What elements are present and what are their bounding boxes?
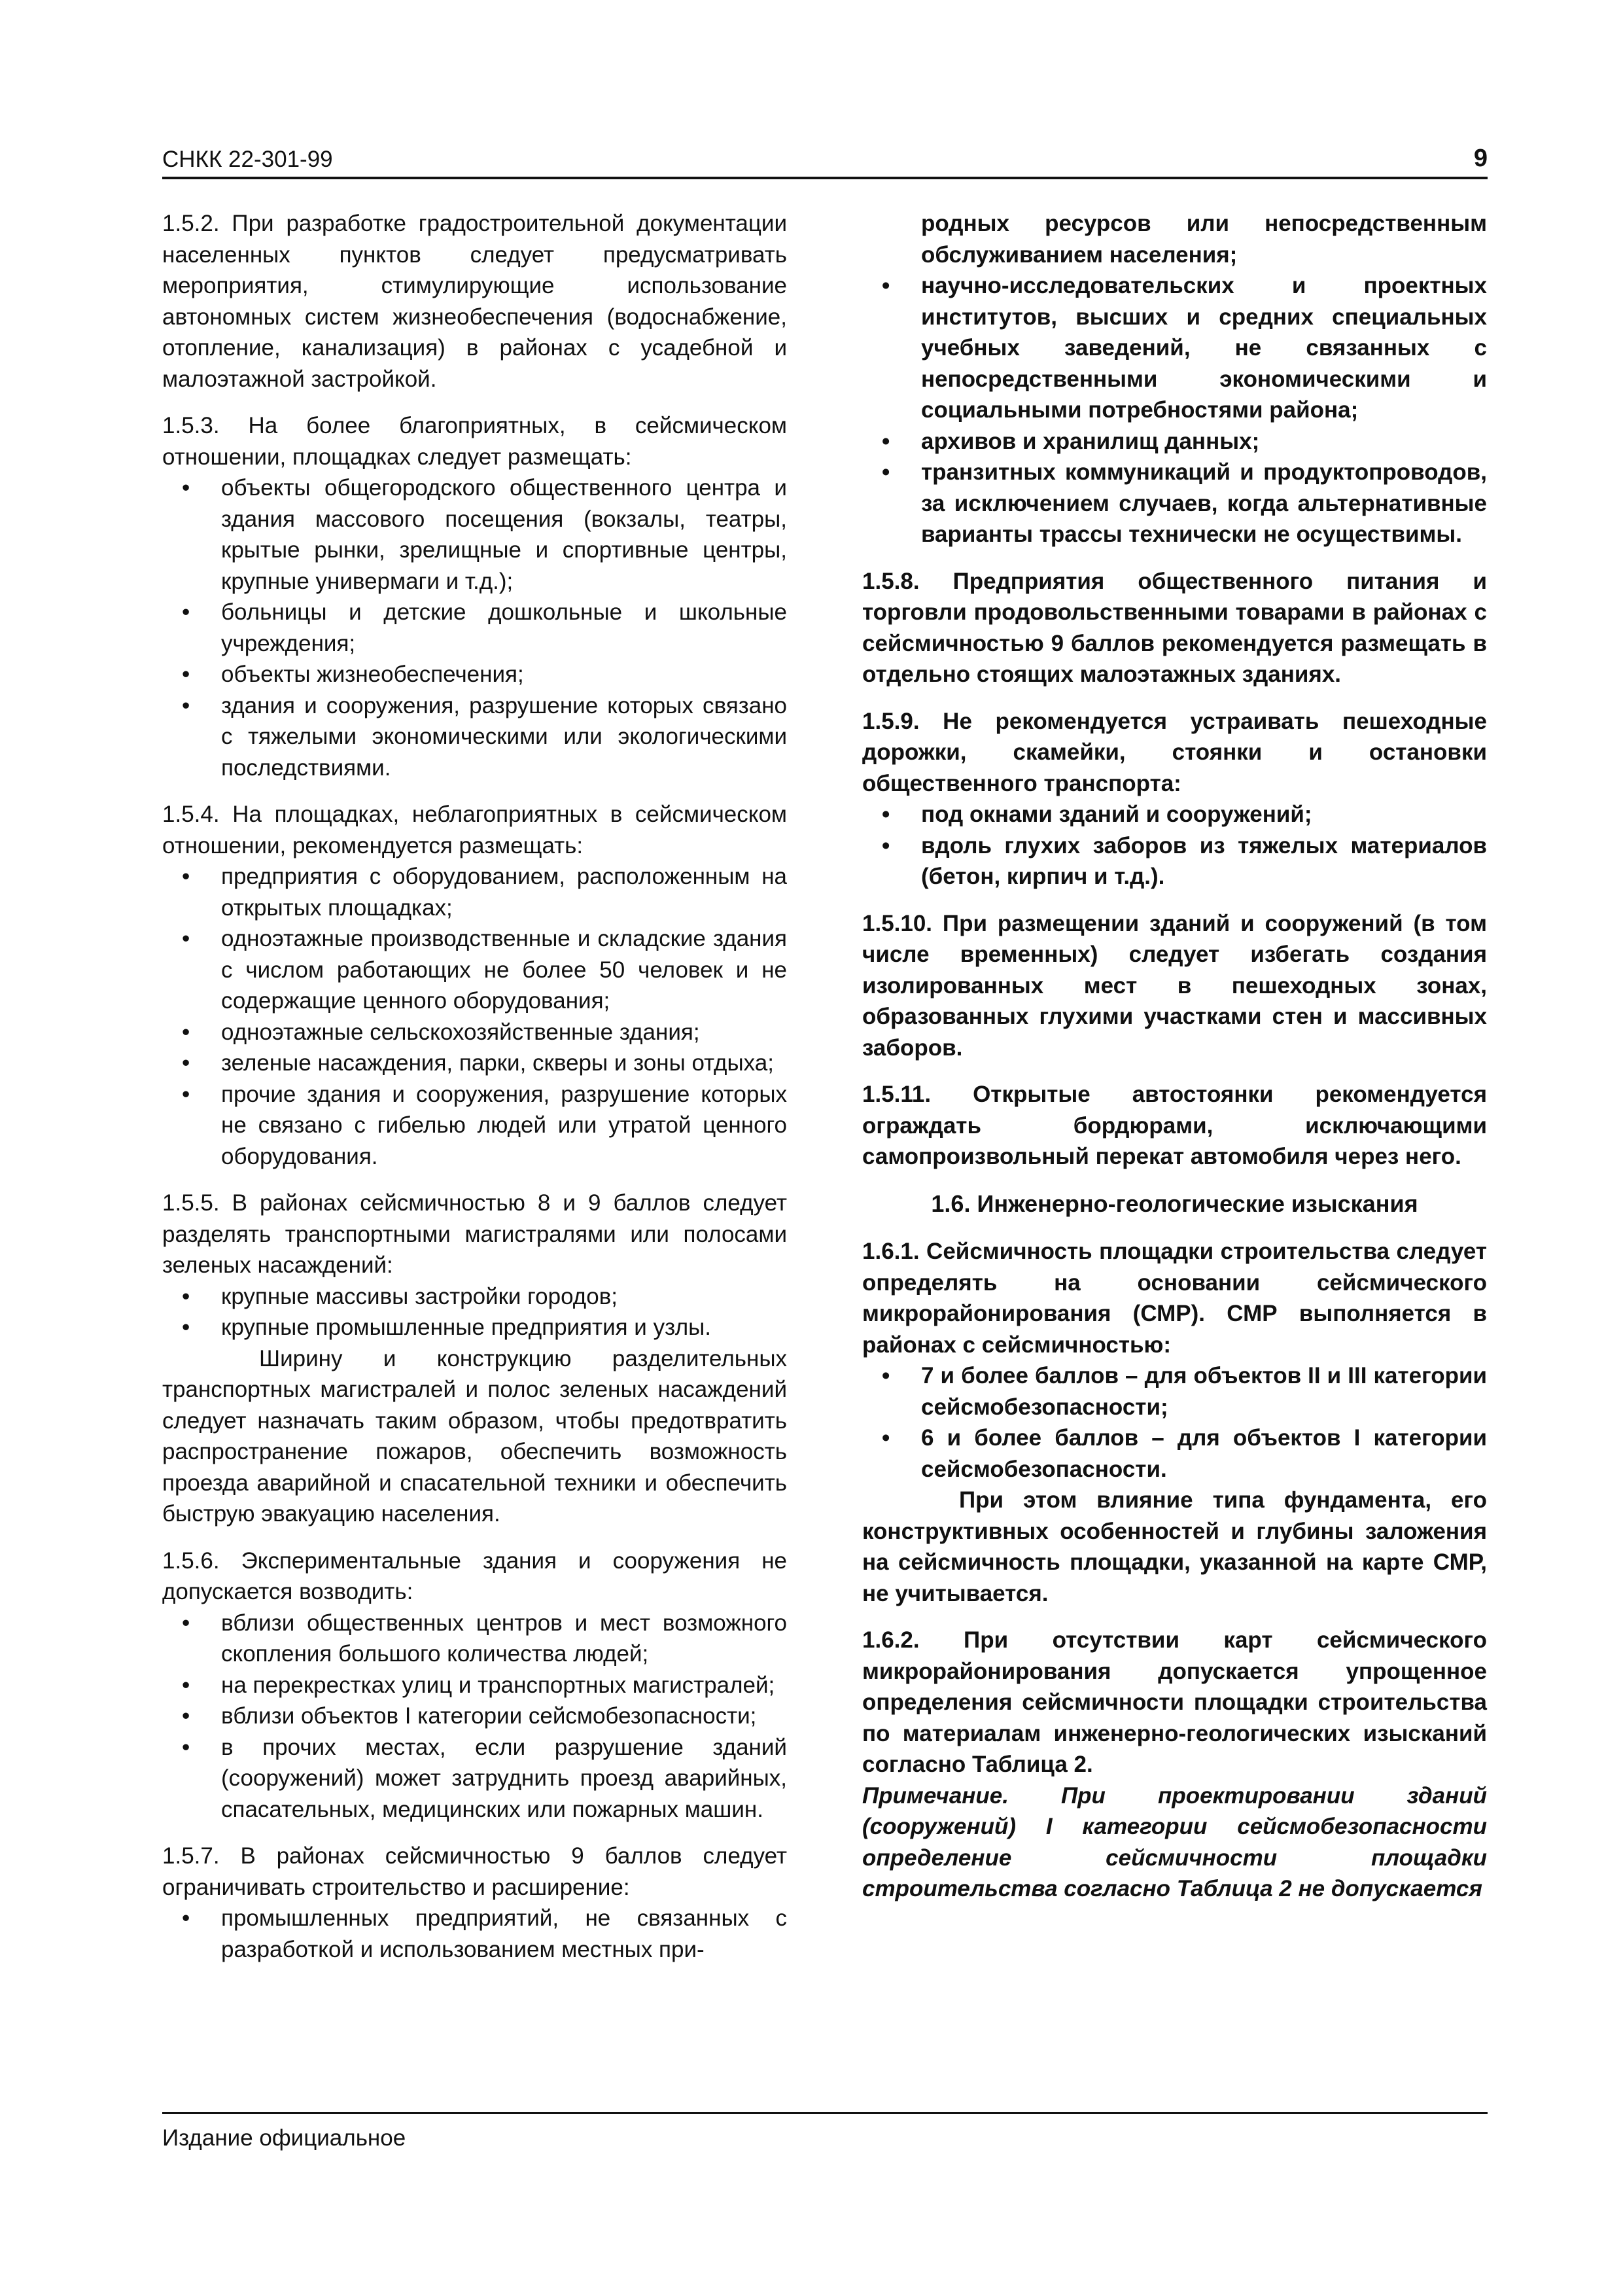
list-item: • объекты общегородского общественного центра и здания массового посещения (вокзалы, театры, крытые рынки, зрелищные и спортивные центры, крупные универмаги и т.д.); bbox=[162, 472, 787, 597]
paragraph-1-5-3: 1.5.3. На более благоприятных, в сейсмическом отношении, площадках следует размещать: bbox=[162, 413, 787, 470]
list-item: • в прочих местах, если разрушение зданий (сооружений) может затруднить проезд аварийных, спасательных, медицинских или пожарных машин. bbox=[162, 1732, 787, 1826]
note: Примечание. При проектировании зданий (сооружений) I категории сейсмобезопасности определение сейсмичности площадки строительства согласно Таблица 2 не допускается bbox=[862, 1782, 1487, 1901]
paragraph-1-5-8: 1.5.8. Предприятия общественного питания и торговли продовольственными товарами в районах с сейсмичностью 9 баллов рекомендуется размещать в отдельно стоящих малоэтажных зданиях. bbox=[862, 568, 1487, 687]
paragraph-1-5-6: 1.5.6. Экспериментальные здания и сооружения не допускается возводить: bbox=[162, 1547, 787, 1604]
list-item: • больницы и детские дошкольные и школьные учреждения; bbox=[162, 597, 787, 659]
list-item: • одноэтажные производственные и складские здания с числом работающих не более 50 человек и не содержащие ценного оборудования; bbox=[162, 923, 787, 1017]
document-code: СНКК 22-301-99 bbox=[162, 147, 333, 172]
list-1-5-5 bbox=[162, 1281, 787, 1343]
section-heading-1-6: 1.6. Инженерно-геологические изыскания bbox=[931, 1190, 1418, 1217]
page-number: 9 bbox=[1473, 145, 1488, 172]
list-item: • здания и сооружения, разрушение которых связано с тяжелыми экономическими или экологическими последствиями. bbox=[162, 690, 787, 784]
list-1-5-3 bbox=[162, 472, 787, 783]
list-1-5-9 bbox=[862, 799, 1487, 892]
footer-edition-note: Издание официальное bbox=[162, 2125, 406, 2151]
list-item: • 6 и более баллов – для объектов I категории сейсмобезопасности. bbox=[862, 1422, 1487, 1485]
list-item: • объекты жизнеобеспечения; bbox=[162, 659, 787, 690]
list-1-5-6 bbox=[162, 1608, 787, 1826]
paragraph-1-5-7-continued: родных ресурсов или непосредственным обслуживанием населения; bbox=[921, 211, 1487, 268]
paragraph-1-5-5-continued: Ширину и конструкцию разделительных транспортных магистралей и полос зеленых насаждений следует назначать таким образом, чтобы предотвратить распространение пожаров, обеспечить возможность проезда аварийной и спасательной техники и обеспечить быструю эвакуацию населения. bbox=[162, 1345, 787, 1527]
list-item: • вдоль глухих заборов из тяжелых материалов (бетон, кирпич и т.д.). bbox=[862, 830, 1487, 892]
paragraph-1-5-2: 1.5.2. При разработке градостроительной документации населенных пунктов следует предусматривать мероприятия, стимулирующие использование автономных систем жизнеобеспечения (водоснабжение, отопление, канализация) в районах с усадебной и малоэтажной застройкой. bbox=[162, 211, 787, 392]
list-item: • промышленных предприятий, не связанных с разработкой и использованием местных при- bbox=[162, 1903, 787, 1965]
paragraph-1-5-10: 1.5.10. При размещении зданий и сооружений (в том числе временных) следует избегать создания изолированных мест в пешеходных зонах, образованных глухими участками стен и массивных заборов. bbox=[862, 910, 1487, 1061]
right-column bbox=[862, 208, 1487, 1905]
paragraph-1-6-1: 1.6.1. Сейсмичность площадки строительства следует определять на основании сейсмического микрорайонирования (СМР). СМР выполняется в районах с сейсмичностью: bbox=[862, 1239, 1487, 1358]
paragraph-1-5-4: 1.5.4. На площадках, неблагоприятных в сейсмическом отношении, рекомендуется размещать: bbox=[162, 802, 787, 858]
list-item: • архивов и хранилищ данных; bbox=[862, 426, 1487, 457]
paragraph-1-6-2: 1.6.2. При отсутствии карт сейсмического микрорайонирования допускается упрощенное определения сейсмичности площадки строительства по материалам инженерно-геологических изысканий согласно Таблица 2. bbox=[862, 1627, 1487, 1777]
list-item: • научно-исследовательских и проектных институтов, высших и средних специальных учебных заведений, не связанных с непосредственными экономическими и социальными потребностями района; bbox=[862, 270, 1487, 426]
list-item: • предприятия с оборудованием, расположенным на открытых площадках; bbox=[162, 861, 787, 923]
list-item: • под окнами зданий и сооружений; bbox=[862, 799, 1487, 830]
list-item: • одноэтажные сельскохозяйственные здания; bbox=[162, 1017, 787, 1048]
paragraph-1-6-1-continued: При этом влияние типа фундамента, его конструктивных особенностей и глубины заложения на сейсмичность площадки, указанной на карте СМР, не учитывается. bbox=[862, 1487, 1487, 1606]
list-1-5-7-continued bbox=[862, 270, 1487, 550]
list-1-5-4 bbox=[162, 861, 787, 1172]
paragraph-1-5-11: 1.5.11. Открытые автостоянки рекомендуется ограждать бордюрами, исключающими самопроизвольный перекат автомобиля через него. bbox=[862, 1082, 1487, 1169]
left-column bbox=[162, 208, 787, 1981]
list-item: • крупные промышленные предприятия и узлы. bbox=[162, 1312, 787, 1343]
paragraph-1-5-5: 1.5.5. В районах сейсмичностью 8 и 9 баллов следует разделять транспортными магистралями или полосами зеленых насаждений: bbox=[162, 1190, 787, 1278]
list-item: • на перекрестках улиц и транспортных магистралей; bbox=[162, 1670, 787, 1701]
page-header bbox=[162, 136, 1488, 179]
list-item: • прочие здания и сооружения, разрушение которых не связано с гибелью людей или утратой ценного оборудования. bbox=[162, 1079, 787, 1173]
footer-divider bbox=[162, 2112, 1488, 2114]
paragraph-1-5-7: 1.5.7. В районах сейсмичностью 9 баллов следует ограничивать строительство и расширение: bbox=[162, 1843, 787, 1900]
list-1-6-1 bbox=[862, 1360, 1487, 1485]
list-item: • вблизи объектов I категории сейсмобезопасности; bbox=[162, 1701, 787, 1732]
list-item: • вблизи общественных центров и мест возможного скопления большого количества людей; bbox=[162, 1608, 787, 1670]
list-item: • транзитных коммуникаций и продуктопроводов, за исключением случаев, когда альтернативные варианты трассы технически не осуществимы. bbox=[862, 457, 1487, 550]
list-item: • крупные массивы застройки городов; bbox=[162, 1281, 787, 1313]
list-item: • 7 и более баллов – для объектов II и III категории сейсмобезопасности; bbox=[862, 1360, 1487, 1422]
paragraph-1-5-9: 1.5.9. Не рекомендуется устраивать пешеходные дорожки, скамейки, стоянки и остановки общественного транспорта: bbox=[862, 708, 1487, 796]
list-1-5-7 bbox=[162, 1903, 787, 1965]
list-item: • зеленые насаждения, парки, скверы и зоны отдыха; bbox=[162, 1048, 787, 1079]
